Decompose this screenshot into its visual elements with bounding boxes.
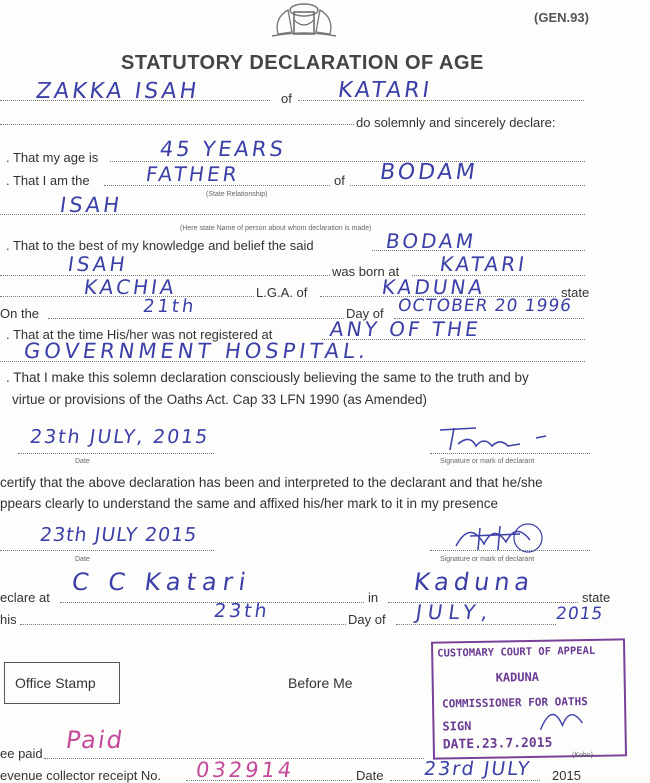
declared-month: JULY, [414,600,496,624]
declared-in-label: in [368,590,379,605]
stamp-line4: SIGN [442,719,472,734]
declared-year: 2015 [554,604,605,624]
stamp-line2: KADUNA [495,669,540,685]
day-of-label: Day of [346,306,384,321]
registered-place-line2: GOVERNMENT HOSPITAL. [22,339,372,363]
registered-label: . That at the time His/her was not registered at [6,327,273,342]
receipt-year: 2015 [552,768,581,783]
commissioner-stamp [431,638,627,759]
declared-state: Kaduna [412,568,537,596]
birth-day: 21th [141,296,198,317]
declared-place: C C Katari [70,568,254,596]
stamp-line5: DATE.23.7.2015 [442,735,553,753]
declaration-date-2: 23th JULY 2015 [38,524,199,546]
relationship-value: FATHER [144,162,242,186]
declare-text: do solemnly and sincerely declare: [356,115,556,130]
born-name-last: ISAH [66,252,130,276]
form-code: (GEN.93) [534,10,589,25]
state-value: KADUNA [380,275,487,299]
relationship-hint: (State Relationship) [206,191,268,198]
signature-label-1: Signature or mark of declarant [440,458,535,465]
age-value: 45 YEARS [158,137,288,161]
born-at-label: was born at [332,264,400,279]
declared-day-of-label: Day of [348,612,386,627]
birth-month-year: OCTOBER 20 1996 [396,296,574,316]
on-the-label: On the [0,306,40,321]
oath-clause-line2: virtue or provisions of the Oaths Act. Cap 33 LFN 1990 (as Amended) [12,392,427,407]
lga-value: KACHIA [82,275,179,299]
page-title: STATUTORY DECLARATION OF AGE [121,52,484,74]
receipt-date-label: Date [356,768,384,783]
state-label: state [561,285,590,300]
of-label: of [281,91,292,106]
receipt-number: 032914 [194,758,296,782]
relationship-of-label: of [334,173,345,188]
belief-label: . That to the best of my knowledge and belief the said [6,238,314,253]
stamp-line3: COMMISSIONER FOR OATHS [441,694,588,711]
kobo-label: (Kobo) [572,752,594,759]
certify-line1: certify that the above declaration has been and interpreted to the declarant and that he/she [0,475,543,490]
relationship-label: . That I am the [6,173,90,188]
declarant-signature-2 [450,516,560,561]
declared-state-label: state [582,590,611,605]
born-place: KATARI [438,252,529,276]
declaration-date-1: 23th JULY, 2015 [28,426,211,448]
declarant-signature-1 [436,424,576,461]
declared-at-label: eclare at [0,590,50,605]
fee-paid-value: Paid [64,726,126,754]
person-last-name: ISAH [58,193,124,217]
this-label: his [0,612,17,627]
receipt-date: 23rd JULY [422,758,533,780]
fee-paid-label: ee paid [0,746,43,761]
stamp-line1: CUSTOMARY COURT OF APPEAL [437,644,596,660]
declared-day: 23th [212,600,272,622]
certify-line2: ppears clearly to understand the same and affixed his/her mark to it in my presence [0,496,499,511]
date-label-1: Date [75,458,90,465]
signature-label-2: Signature or mark of declarant [440,556,535,563]
oath-clause-line1: . That I make this solemn declaration consciously believing the same to the truth and by [6,370,529,385]
declarant-place: KATARI [336,78,434,103]
person-first-name: BODAM [378,160,480,185]
age-label: . That my age is [6,150,99,165]
receipt-label: evenue collector receipt No. [0,768,162,783]
coat-of-arms-emblem [258,0,350,40]
office-stamp-label: Office Stamp [15,675,96,691]
registered-place-line1: ANY OF THE [328,317,483,341]
date-label-2: Date [75,556,90,563]
lga-label: L.G.A. of [256,285,308,300]
before-me-label: Before Me [288,675,353,691]
declarant-name: ZAKKA ISAH [34,79,201,104]
born-name-first: BODAM [384,229,478,253]
person-hint: (Here state Name of person about whom declaration is made) [180,225,372,232]
